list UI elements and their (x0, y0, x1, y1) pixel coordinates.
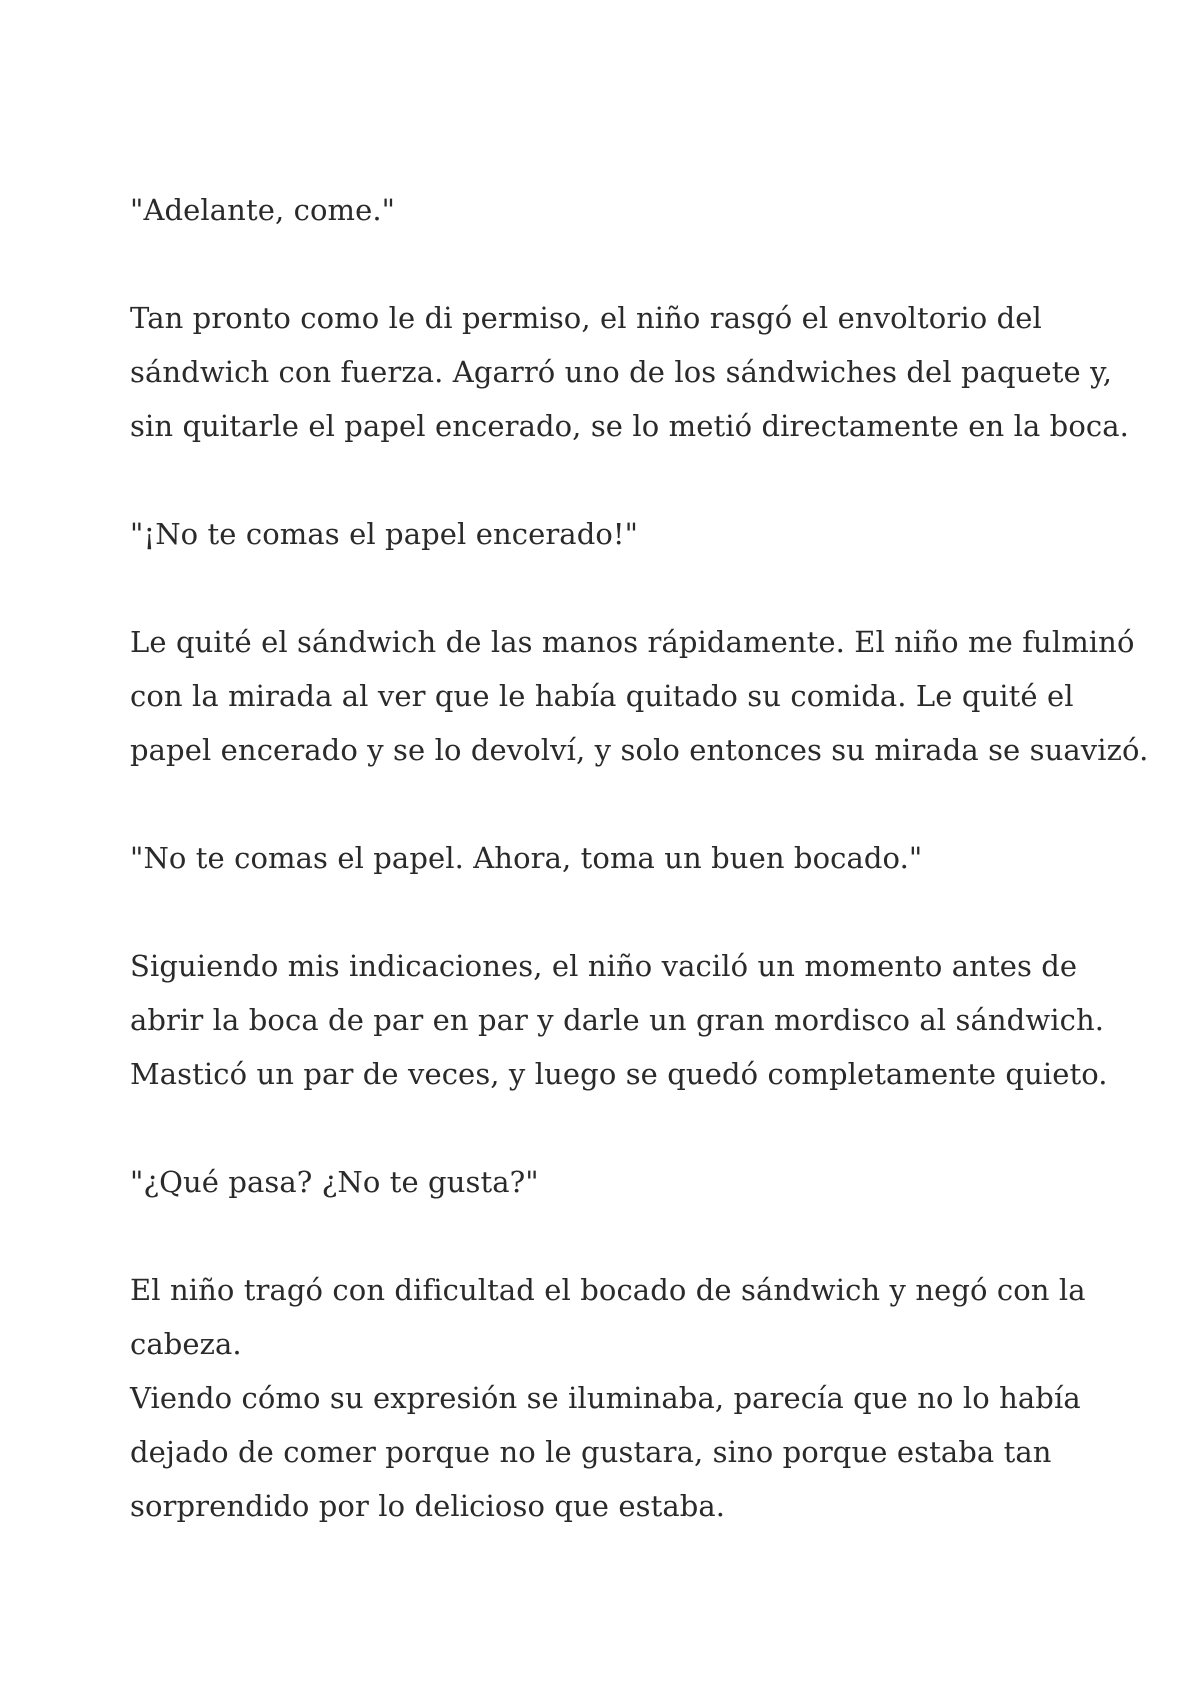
paragraph-gap (130, 777, 1090, 831)
text-line: "¡No te comas el papel encerado!" (130, 517, 639, 551)
text-line: sin quitarle el papel encerado, se lo metió directamente en la boca. (130, 409, 1129, 443)
paragraph (130, 291, 1129, 453)
paragraph (130, 831, 1090, 885)
paragraph (130, 507, 1090, 561)
text-line: cabeza. (130, 1327, 242, 1361)
text-line: El niño tragó con dificultad el bocado de sándwich y negó con la (130, 1273, 1086, 1307)
paragraph (130, 1263, 1090, 1533)
text-line: Masticó un par de veces, y luego se quedó completamente quieto. (130, 1057, 1108, 1091)
text-line: con la mirada al ver que le había quitado su comida. Le quité el (130, 679, 1074, 713)
paragraph (130, 183, 1090, 237)
text-line: "¿Qué pasa? ¿No te gusta?" (130, 1165, 539, 1199)
paragraph-gap (130, 237, 1090, 291)
paragraph-gap (130, 1209, 1090, 1263)
text-line: Viendo cómo su expresión se iluminaba, parecía que no lo había (130, 1381, 1081, 1415)
text-line: dejado de comer porque no le gustara, sino porque estaba tan (130, 1435, 1052, 1469)
paragraph (130, 939, 1108, 1101)
text-line: Le quité el sándwich de las manos rápidamente. El niño me fulminó (130, 625, 1135, 659)
text-line: "No te comas el papel. Ahora, toma un buen bocado." (130, 841, 923, 875)
text-line: sorprendido por lo delicioso que estaba. (130, 1489, 726, 1523)
document-page (130, 183, 1149, 1533)
paragraph-gap (130, 453, 1090, 507)
paragraph-gap (130, 561, 1090, 615)
paragraph-gap (130, 1101, 1090, 1155)
text-line: Siguiendo mis indicaciones, el niño vaciló un momento antes de (130, 949, 1078, 983)
text-line: papel encerado y se lo devolví, y solo entonces su mirada se suavizó. (130, 733, 1149, 767)
paragraph (130, 615, 1149, 777)
text-line: sándwich con fuerza. Agarró uno de los sándwiches del paquete y, (130, 355, 1113, 389)
paragraph (130, 1155, 1090, 1209)
paragraph-gap (130, 885, 1090, 939)
text-line: abrir la boca de par en par y darle un gran mordisco al sándwich. (130, 1003, 1105, 1037)
text-line: "Adelante, come." (130, 193, 396, 227)
text-line: Tan pronto como le di permiso, el niño rasgó el envoltorio del (130, 301, 1042, 335)
